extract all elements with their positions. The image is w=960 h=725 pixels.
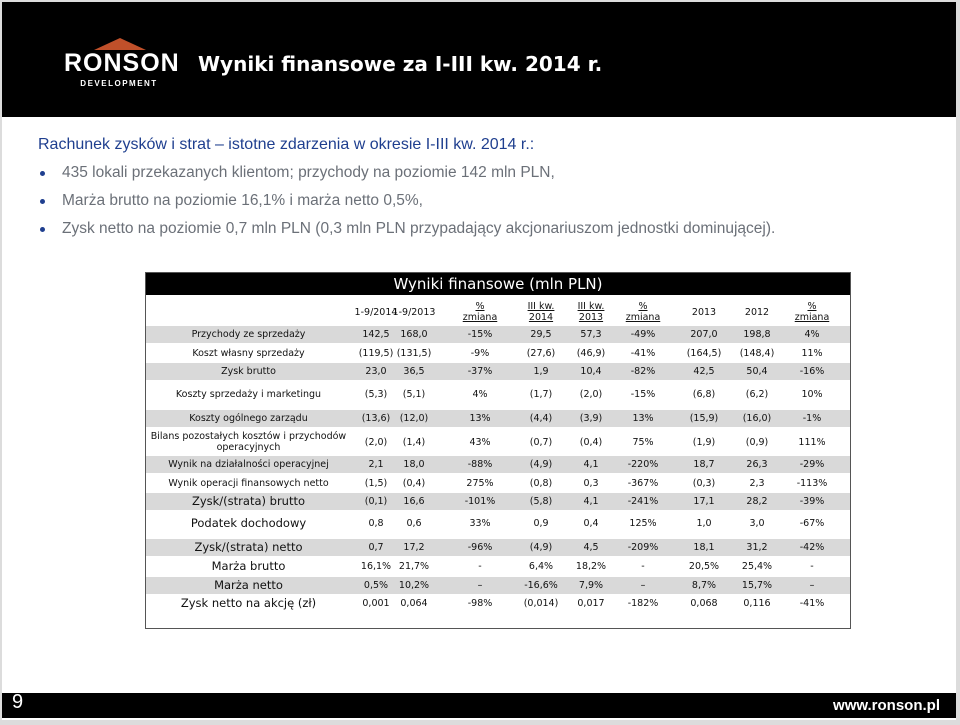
table-row: [146, 386, 850, 403]
table-cell: 15,7%: [741, 580, 773, 591]
row-label: Koszty ogólnego zarządu: [189, 413, 308, 424]
table-cell: (0,8): [529, 478, 553, 489]
table-cell: 75%: [632, 436, 654, 448]
table-cell: -29%: [799, 459, 825, 470]
table-cell: -182%: [627, 598, 659, 609]
table-cell: -16,6%: [524, 580, 558, 591]
table-cell: 18,7: [693, 459, 715, 470]
bullet-item: [38, 219, 775, 247]
bullet-item: [38, 191, 775, 219]
column-header: 1-9/2014: [354, 306, 398, 318]
table-row: [146, 410, 850, 427]
table-cell: (12,0): [399, 413, 429, 424]
table-row: [146, 558, 850, 575]
table-cell: (1,4): [402, 436, 426, 448]
table-row: [146, 456, 850, 473]
table-cell: 0,068: [690, 598, 718, 609]
table-cell: 21,7%: [398, 561, 430, 572]
table-cell: 10,2%: [398, 580, 430, 591]
table-cell: -41%: [630, 348, 656, 359]
table-cell: (0,014): [523, 598, 559, 609]
table-cell: (6,2): [745, 389, 769, 400]
table-cell: 0,017: [577, 598, 605, 609]
table-cell: 26,3: [746, 459, 768, 470]
table-cell: -9%: [470, 348, 490, 359]
table-cell: -: [478, 561, 482, 572]
table-cell: -16%: [799, 366, 825, 377]
row-label: Zysk/(strata) brutto: [191, 494, 306, 508]
row-label: Koszt własny sprzedaży: [192, 348, 305, 359]
row-label: Zysk brutto: [221, 366, 276, 377]
table-cell: -49%: [630, 329, 656, 340]
table-cell: (0,9): [745, 436, 769, 448]
table-cell: 7,9%: [578, 580, 604, 591]
table-cell: (0,1): [364, 496, 388, 507]
column-header: 2013: [691, 306, 717, 318]
table-cell: 0,9: [533, 518, 549, 529]
table-cell: 20,5%: [688, 561, 720, 572]
table-cell: 0,8: [368, 518, 384, 529]
table-cell: 18,0: [403, 459, 425, 470]
table-cell: -220%: [627, 459, 659, 470]
row-label: Koszty sprzedaży i marketingu: [175, 389, 322, 400]
table-cell: -15%: [630, 389, 656, 400]
bullet-text: Zysk netto na poziomie 0,7 mln PLN (0,3 mln PLN przypadający akcjonariuszom jednostki dominującej).: [62, 220, 776, 237]
table-row: [146, 345, 850, 362]
row-label: Wynik operacji finansowych netto: [168, 478, 329, 489]
page-number: 9: [12, 691, 24, 713]
table-cell: 0,6: [406, 518, 422, 529]
table-cell: 2,1: [368, 459, 384, 470]
table-cell: -88%: [467, 459, 493, 470]
table-cell: 198,8: [743, 329, 771, 340]
table-cell: (3,9): [579, 413, 603, 424]
table-cell: (148,4): [739, 348, 775, 359]
table-cell: 0,116: [743, 598, 771, 609]
table-cell: (46,9): [576, 348, 606, 359]
table-cell: 125%: [629, 518, 657, 529]
table-cell: 17,2: [403, 542, 425, 553]
table-row: [146, 363, 850, 380]
table-cell: (0,3): [692, 478, 716, 489]
table-cell: (0,4): [579, 436, 603, 448]
table-cell: (5,8): [529, 496, 553, 507]
table-cell: (27,6): [526, 348, 556, 359]
table-cell: -98%: [467, 598, 493, 609]
table-cell: 16,1%: [360, 561, 392, 572]
table-cell: -82%: [630, 366, 656, 377]
table-cell: -113%: [796, 478, 828, 489]
table-cell: 0,5%: [363, 580, 389, 591]
table-cell: 6,4%: [528, 561, 554, 572]
logo-wordmark: RONSON: [64, 49, 180, 77]
table-cell: (5,1): [402, 389, 426, 400]
table-cell: 13%: [469, 413, 491, 424]
table-row: [146, 493, 850, 510]
table-cell: 10,4: [580, 366, 602, 377]
bullet-text: 435 lokali przekazanych klientom; przychody na poziomie 142 mln PLN,: [62, 164, 555, 181]
section-title: Rachunek zysków i strat – istotne zdarzenia w okresie I-III kw. 2014 r.:: [38, 136, 535, 153]
table-cell: (164,5): [686, 348, 722, 359]
table-cell: 10%: [801, 389, 823, 400]
table-cell: 50,4: [746, 366, 768, 377]
table-cell: 31,2: [746, 542, 768, 553]
table-cell: 1,9: [533, 366, 549, 377]
bullet-icon: [40, 227, 45, 232]
row-label: Bilans pozostałych kosztów i przychodów operacyjnych: [150, 431, 347, 453]
column-header: % zmiana: [462, 301, 498, 323]
table-cell: 4,5: [583, 542, 599, 553]
table-cell: 275%: [466, 478, 494, 489]
table-cell: –: [477, 580, 483, 591]
table-cell: -: [810, 561, 814, 572]
table-cell: –: [640, 580, 646, 591]
table-cell: -15%: [467, 329, 493, 340]
row-label: Wynik na działalności operacyjnej: [168, 459, 329, 470]
table-cell: 8,7%: [691, 580, 717, 591]
table-cell: 18,1: [693, 542, 715, 553]
table-cell: 142,5: [362, 329, 390, 340]
table-cell: (0,4): [402, 478, 426, 489]
table-cell: 11%: [801, 348, 823, 359]
table-cell: 33%: [469, 518, 491, 529]
table-cell: -367%: [627, 478, 659, 489]
row-label: Marża brutto: [211, 559, 286, 573]
bullet-icon: [40, 171, 45, 176]
column-header: 2012: [744, 306, 770, 318]
table-cell: 16,6: [403, 496, 425, 507]
table-cell: 0,001: [362, 598, 390, 609]
table-cell: (0,7): [529, 436, 553, 448]
bullet-list: [38, 163, 775, 247]
column-header: % zmiana: [625, 301, 661, 323]
table-cell: 4,1: [583, 496, 599, 507]
column-header: III kw. 2013: [577, 301, 605, 323]
table-cell: -101%: [464, 496, 496, 507]
table-cell: -96%: [467, 542, 493, 553]
row-label: Podatek dochodowy: [190, 516, 307, 530]
table-cell: 18,2%: [575, 561, 607, 572]
row-label: Marża netto: [214, 578, 283, 592]
table-cell: (5,3): [364, 389, 388, 400]
table-cell: (1,5): [364, 478, 388, 489]
column-header: 1-9/2013: [392, 306, 436, 318]
table-cell: 4%: [472, 389, 488, 400]
logo-subtitle: DEVELOPMENT: [80, 79, 158, 88]
table-cell: 0,7: [368, 542, 384, 553]
table-cell: -67%: [799, 518, 825, 529]
table-cell: -209%: [627, 542, 659, 553]
table-cell: 0,3: [583, 478, 599, 489]
table-cell: –: [809, 580, 815, 591]
table-row: [146, 577, 850, 594]
table-cell: (119,5): [358, 348, 394, 359]
table-cell: (131,5): [396, 348, 432, 359]
table-cell: -: [641, 561, 645, 572]
table-cell: (6,8): [692, 389, 716, 400]
table-cell: 3,0: [749, 518, 765, 529]
table-cell: (2,0): [364, 436, 388, 448]
header-bar: [2, 2, 956, 117]
table-cell: -39%: [799, 496, 825, 507]
row-label: Zysk/(strata) netto: [194, 540, 303, 554]
ronson-logo: [64, 38, 180, 94]
table-cell: (4,9): [529, 542, 553, 553]
table-row: [146, 475, 850, 492]
website-url: www.ronson.pl: [833, 697, 940, 714]
bullet-text: Marża brutto na poziomie 16,1% i marża netto 0,5%,: [62, 192, 423, 209]
table-cell: 13%: [632, 413, 654, 424]
table-title: Wyniki finansowe (mln PLN): [146, 273, 850, 295]
table-cell: -37%: [467, 366, 493, 377]
table-cell: -42%: [799, 542, 825, 553]
table-row: [146, 595, 850, 612]
table-cell: -41%: [799, 598, 825, 609]
table-cell: 207,0: [690, 329, 718, 340]
table-cell: (4,9): [529, 459, 553, 470]
table-row: [146, 539, 850, 556]
table-cell: 17,1: [693, 496, 715, 507]
table-cell: 2,3: [749, 478, 765, 489]
table-cell: 4,1: [583, 459, 599, 470]
table-row: [146, 326, 850, 343]
table-cell: 42,5: [693, 366, 715, 377]
table-cell: 0,4: [583, 518, 599, 529]
column-header: III kw. 2014: [527, 301, 555, 323]
table-cell: (1,7): [529, 389, 553, 400]
table-cell: (4,4): [529, 413, 553, 424]
table-cell: (16,0): [742, 413, 772, 424]
table-cell: -1%: [802, 413, 822, 424]
table-cell: (13,6): [361, 413, 391, 424]
table-cell: 23,0: [365, 366, 387, 377]
table-cell: 36,5: [403, 366, 425, 377]
table-cell: 4%: [804, 329, 820, 340]
row-label: Zysk netto na akcję (zł): [180, 596, 317, 610]
table-cell: 111%: [798, 436, 826, 448]
slide-title: Wyniki finansowe za I-III kw. 2014 r.: [198, 52, 603, 76]
row-label: Przychody ze sprzedaży: [191, 329, 306, 340]
financial-results-table: [145, 272, 851, 629]
table-cell: 29,5: [530, 329, 552, 340]
bullet-item: [38, 163, 775, 191]
table-cell: 43%: [469, 436, 491, 448]
table-cell: (1,9): [692, 436, 716, 448]
table-cell: 0,064: [400, 598, 428, 609]
table-cell: 57,3: [580, 329, 602, 340]
table-cell: 25,4%: [741, 561, 773, 572]
footer-bar: [2, 693, 956, 718]
table-cell: (2,0): [579, 389, 603, 400]
table-row: [146, 515, 850, 532]
column-header: % zmiana: [794, 301, 830, 323]
table-cell: 28,2: [746, 496, 768, 507]
table-row: [146, 430, 850, 454]
table-cell: 168,0: [400, 329, 428, 340]
table-cell: -241%: [627, 496, 659, 507]
table-cell: (15,9): [689, 413, 719, 424]
table-cell: 1,0: [696, 518, 712, 529]
bullet-icon: [40, 199, 45, 204]
